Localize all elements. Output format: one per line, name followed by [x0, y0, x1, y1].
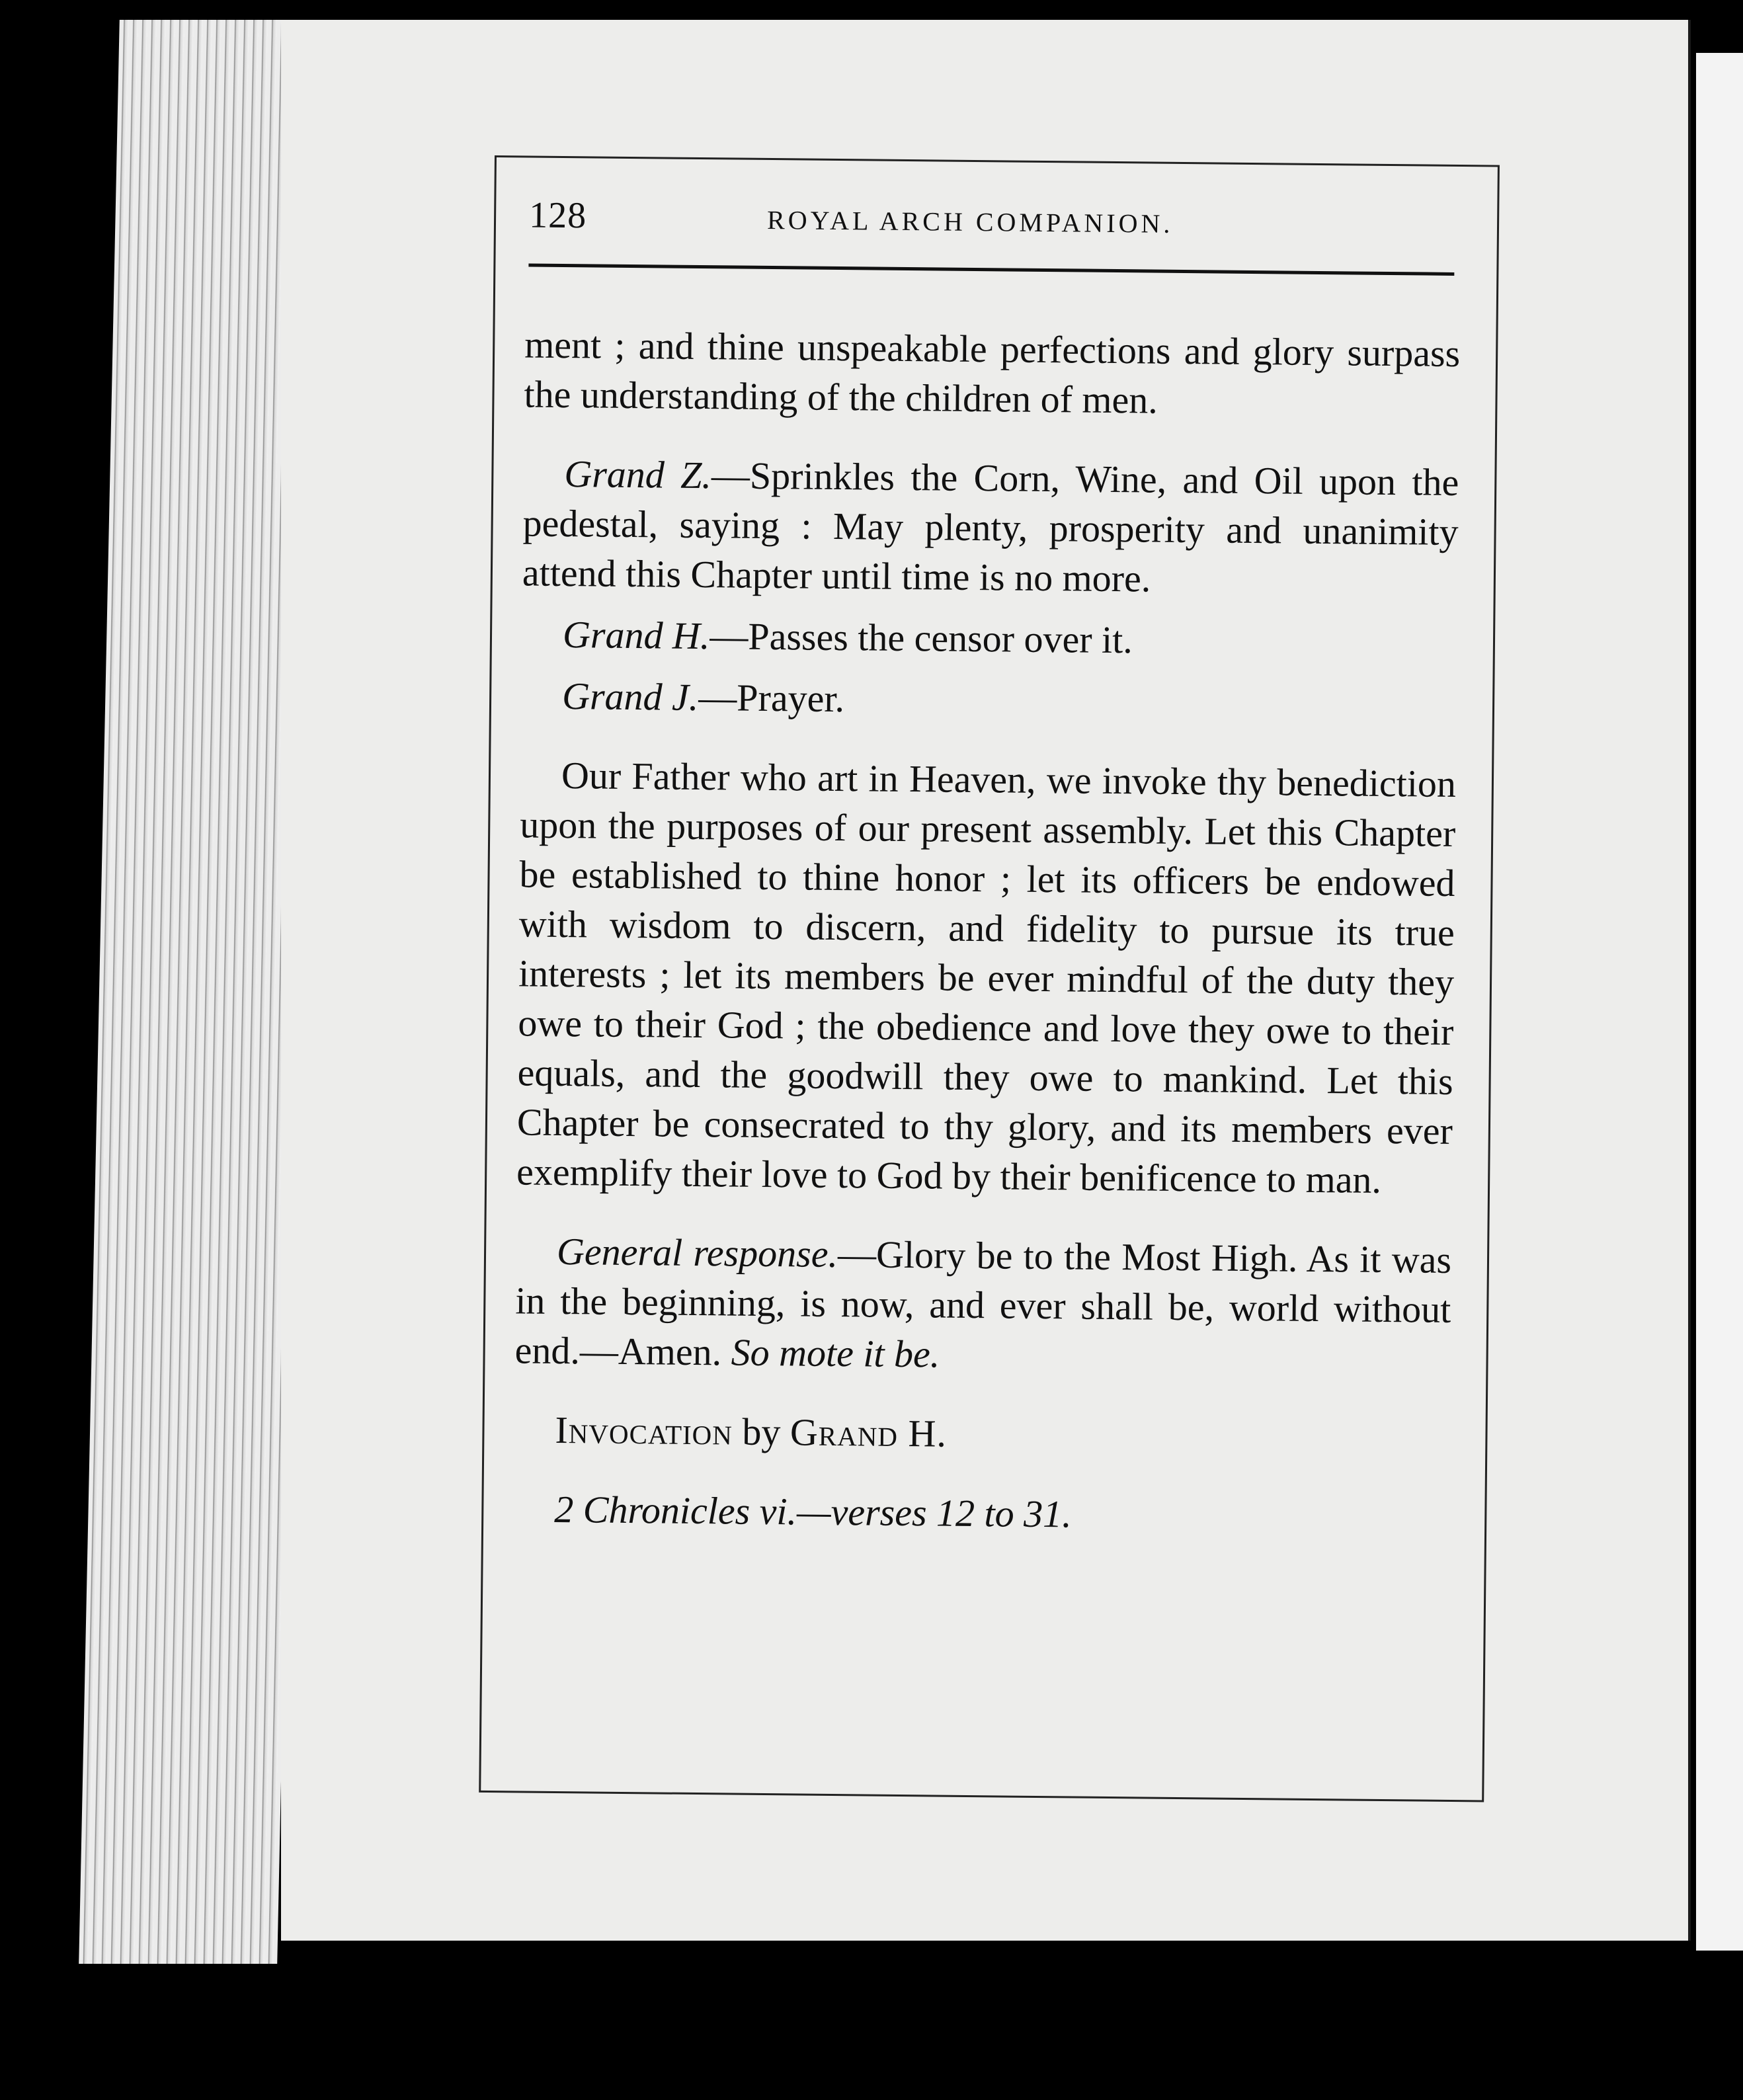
invocation-heading: Invocation	[555, 1408, 733, 1453]
page-number: 128	[528, 194, 587, 237]
paragraph-grand-h	[522, 609, 1458, 668]
text-frame	[479, 155, 1500, 1802]
speaker-grand-j: Grand J.	[561, 674, 699, 719]
general-response-text: —Glory be to the Most High. As it was in the beginning, is now, and ever shall be, world without end.—Amen.	[514, 1232, 1452, 1374]
header-rule	[528, 264, 1454, 276]
paragraph-invocation	[514, 1404, 1450, 1463]
grand-j-text: —Prayer.	[698, 675, 845, 721]
body-text	[513, 319, 1461, 1542]
paragraph-grand-z	[522, 448, 1459, 606]
grand-h-text: —Passes the censor over it.	[709, 614, 1133, 662]
invocation-name: Grand H.	[790, 1410, 948, 1455]
speaker-grand-z: Grand Z.	[564, 452, 712, 497]
speaker-grand-h: Grand H.	[562, 613, 710, 658]
speaker-general-response: General response.	[556, 1229, 838, 1276]
paragraph-prayer: Our Father who art in Heaven, we invoke thy benediction upon the purposes of our present assembly. Let this Chapter be established to thine honor ; let its officers be endowed with wisdom to discern, and fidelity to pursue its true interests ; let its members be ever mindful of the duty they owe to their God ; the obedience and love they owe to their equals, and the goodwill they owe to mankind. Let this Chapter be consecrated to thy glory, and its members ever exemplify their love to God by their benificence to man.	[516, 754, 1457, 1201]
invocation-by: by	[732, 1410, 791, 1454]
running-head: ROYAL ARCH COMPANION.	[766, 204, 1174, 239]
grand-z-text: —Sprinkles the Corn, Wine, and Oil upon the pedestal, saying : May plenty, prosperity and unanimity attend this Chapter until time is no more.	[522, 454, 1459, 600]
scripture-reference: 2 Chronicles vi.—verses 12 to 31.	[554, 1487, 1073, 1536]
paragraph-general-response	[514, 1226, 1451, 1384]
closing-phrase: So mote it be.	[731, 1330, 940, 1376]
paragraph-continuation: ment ; and thine unspeakable perfections and glory surpass the understanding of the children of men.	[524, 323, 1461, 422]
right-page-edge	[1696, 53, 1743, 1951]
page-header	[529, 194, 1469, 257]
paragraph-grand-j	[521, 670, 1457, 729]
